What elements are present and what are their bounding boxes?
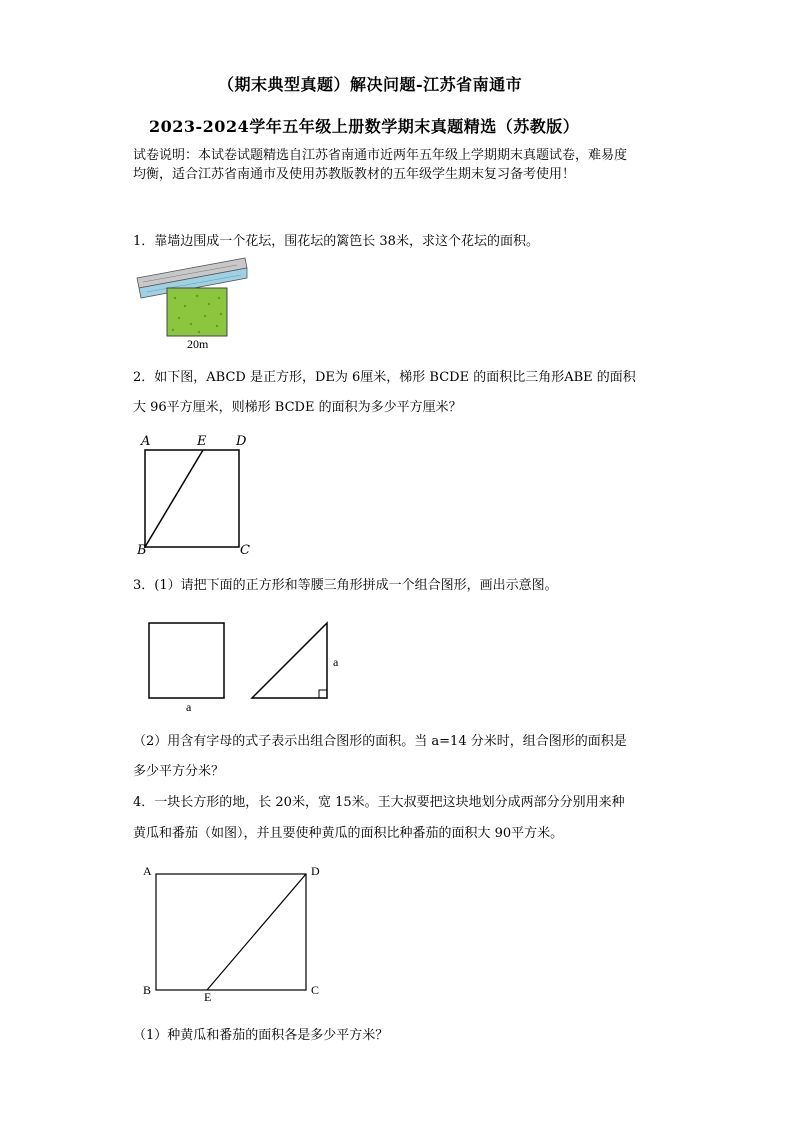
right-angle-mark <box>319 690 327 698</box>
question-3-part-1: 3．(1）请把下面的正方形和等腰三角形拼成一个组合图形，画出示意图。 <box>133 578 558 593</box>
note-line-2: 均衡，适合江苏省南通市及使用苏教版教材的五年级学生期末复习备考使用！ <box>133 167 576 182</box>
rect-point-b-label: B <box>143 983 152 997</box>
question-2-line-1: 2．如下图，ABCD 是正方形，DE为 6厘米，梯形 BCDE 的面积比三角形ABE 的面积 <box>133 370 636 385</box>
triangle-side-label: a <box>333 655 339 669</box>
isosceles-right-triangle <box>252 623 327 698</box>
question-4-line-1: 4．一块长方形的地，长 20米，宽 15米。王大叔要把这块地划分成两部分分别用来种 <box>133 795 625 810</box>
question-2-line-2: 大 96平方厘米，则梯形 BCDE 的面积为多少平方厘米？ <box>133 400 462 415</box>
rectangle-abcd-figure <box>150 866 312 996</box>
segment-be <box>145 450 203 547</box>
question-4-sub-1: （1）种黄瓜和番茄的面积各是多少平方米？ <box>133 1028 389 1043</box>
question-3-part-2-line-1: （2）用含有字母的式子表示出组合图形的面积。当 a=14 分米时，组合图形的面积是 <box>133 734 627 749</box>
rect-point-a-label: A <box>143 864 152 878</box>
point-b-label: B <box>137 543 147 558</box>
square-side-label: a <box>186 700 192 714</box>
point-a-label: A <box>141 434 151 449</box>
rect-point-d-label: D <box>311 864 320 878</box>
question-1-text: 1．靠墙边围成一个花坛，围花坛的篱笆长 38米，求这个花坛的面积。 <box>133 234 539 249</box>
square-abcd-figure <box>140 446 242 552</box>
square-shape <box>149 623 224 698</box>
point-c-label: C <box>240 543 250 558</box>
question-3-part-2-line-2: 多少平方分米？ <box>133 764 225 779</box>
question-4-line-2: 黄瓜和番茄（如图），并且要使种黄瓜的面积比种番茄的面积大 90平方米。 <box>133 826 564 841</box>
point-d-label: D <box>236 434 247 449</box>
garden-width-label: 20m <box>187 337 209 351</box>
page-title: （期末典型真题）解决问题-江苏省南通市 <box>218 75 523 94</box>
square-abcd <box>145 450 239 547</box>
shapes-figure <box>146 620 346 702</box>
rect-point-e-label: E <box>204 990 212 1004</box>
note-line-1: 试卷说明：本试卷试题精选自江苏省南通市近两年五年级上学期期末真题试卷，难易度 <box>133 148 628 163</box>
page-subtitle: 2023-2024学年五年级上册数学期末真题精选（苏教版） <box>149 117 580 136</box>
segment-de <box>207 874 306 990</box>
rectangle-abcd <box>156 874 306 990</box>
point-e-label: E <box>197 434 207 449</box>
rect-point-c-label: C <box>311 983 320 997</box>
